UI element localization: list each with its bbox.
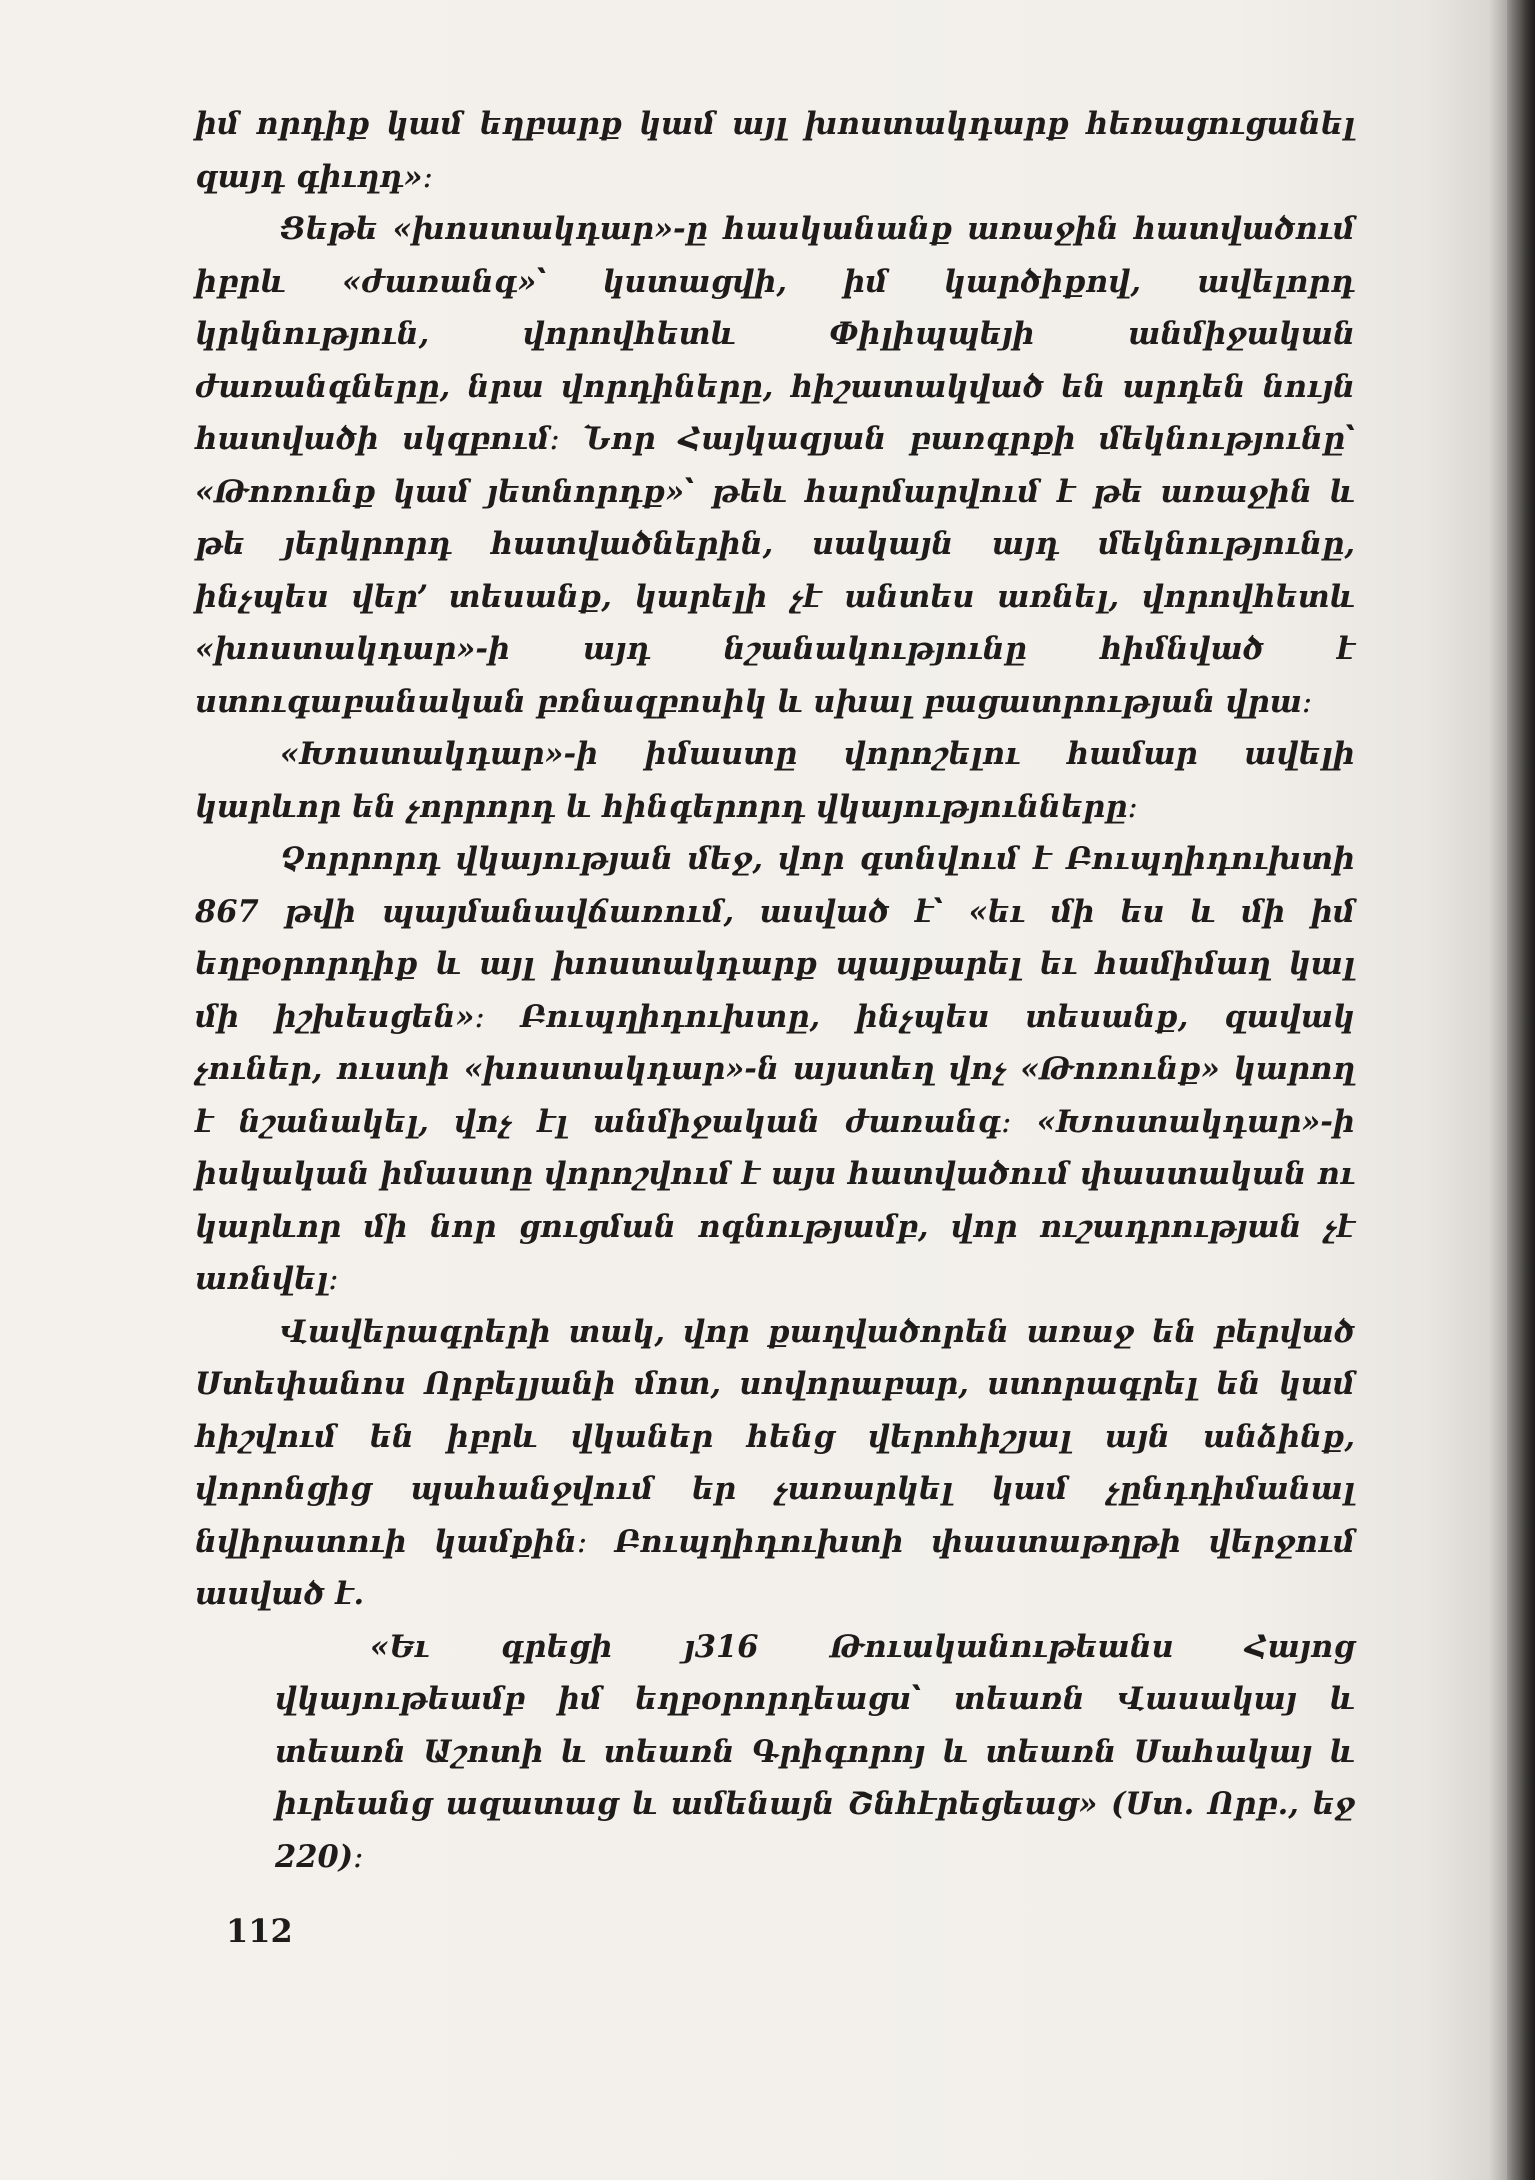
- paragraph-continuation: իմ որդիք կամ եղբարք կամ այլ խոստակդարք հեռացուցանել զայդ գիւղդ»։: [195, 106, 1355, 195]
- paragraph-4: Չորրորդ վկայության մեջ, վոր գտնվում է Բուպղիդուխտի 867 թվի պայմանավճառում, ասված է՝ «եւ մի ես և մի իմ եղբօրորդիք և այլ խոստակդարք պայքարել եւ համիմաղ կալ մի իշխեսցեն»։ Բուպղիդուխտը, ինչպես տեսանք, զավակ չուներ, ուստի «խոստակդար»-ն այստեղ վոչ «Թոռունք» կարող է նշանակել, վոչ էլ անմիջական ժառանգ։ «Խոստակդար»-ի իսկական իմաստը վորոշվում է այս հատվածում փաստական ու կարևոր մի նոր ցուցման ոգնությամբ, վոր ուշադրության չէ առնվել։: [195, 841, 1355, 1297]
- paragraph-2: Ցեթե «խոստակդար»-ը հասկանանք առաջին հատվածում իբրև «ժառանգ»՝ կստացվի, իմ կարծիքով, ավելորդ կրկնություն, վորովհետև Փիլիպպեյի անմիջական ժառանգները, նրա վորդիները, հիշատակված են արդեն նույն հատվածի սկզբում։ Նոր Հայկազյան բառգրքի մեկնությունը՝ «Թոռունք կամ յետնորդք»՝ թեև հարմարվում է թե առաջին և թե յերկրորդ հատվածներին, սակայն այդ մեկնությունը, ինչպես վեր՚ տեսանք, կարելի չէ անտես առնել, վորովհետև «խոստակդար»-ի այդ նշանակությունը հիմնված է ստուգաբանական բռնազբոսիկ և սխալ բացատրության վրա։: [195, 211, 1355, 720]
- block-quote: «Եւ գրեցի յ316 Թուականութեանս Հայոց վկայութեամբ իմ եղբօրորդեացս՝ տեառն Վասակայ և տեառն Աշոտի և տեառն Գրիգորոյ և տեառն Սահակայ և իւրեանց ազատաց և ամենայն Շնհէրեցեաց» (Ստ. Որբ., եջ 220)։: [275, 1628, 1355, 1875]
- paragraph-3: «Խոստակդար»-ի իմաստը վորոշելու համար ավելի կարևոր են չորրորդ և հինգերորդ վկայությունները։: [195, 736, 1355, 825]
- book-spine-shadow: [1507, 0, 1535, 2180]
- paragraph-5: Վավերագրերի տակ, վոր քաղվածորեն առաջ են բերված Ստեփանոս Որբելյանի մոտ, սովորաբար, ստորագրել են կամ հիշվում են իբրև վկաներ հենց վերոհիշյալ այն անձինք, վորոնցից պահանջվում եր չառարկել կամ չընդդիմանալ նվիրատուի կամքին։ Բուպղիդուխտի փաստաթղթի վերջում ասված է․: [195, 1313, 1355, 1612]
- page-number: 112: [226, 1912, 293, 1950]
- main-text: [195, 98, 1355, 1883]
